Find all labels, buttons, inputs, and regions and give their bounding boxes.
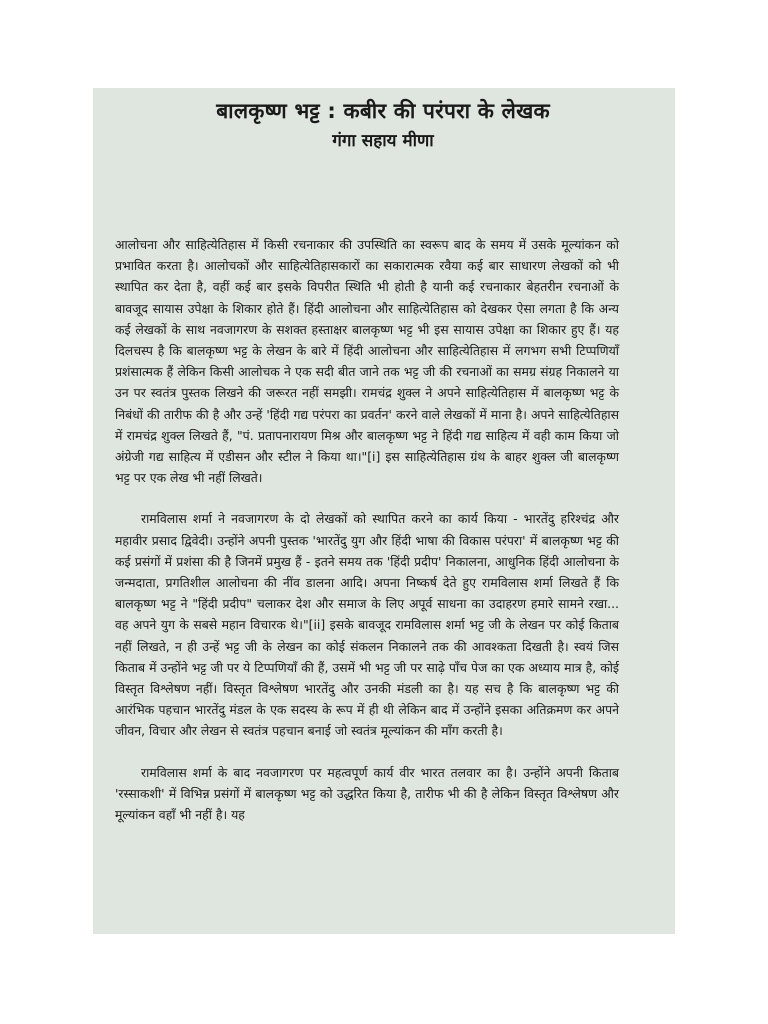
article-body (115, 234, 619, 825)
article-title: बालकृष्ण भट्ट : कबीर की परंपरा के लेखक (216, 99, 550, 123)
paragraph-1: आलोचना और साहित्येतिहास में किसी रचनाकार की उपस्थिति का स्वरूप बाद के समय में उसके मूल्यांकन को प्रभावित करता है। आलोचकों और साहित्येतिहासकारों का सकारात्मक रवैया कई बार साधारण लेखकों को भी स्थापित कर देता है, वहीं कई बार इसके विपरीत स्थिति भी होती है यानी कई रचनाकार बेहतरीन रचनाओं के बावजूद सायास उपेक्षा के शिकार होते हैं। हिंदी आलोचना और साहित्येतिहास को देखकर ऐसा लगता है कि अन्य कई लेखकों के साथ नवजागरण के सशक्त हस्ताक्षर बालकृष्ण भट्ट भी इस सायास उपेक्षा का शिकार हुए हैं। यह दिलचस्प है कि बालकृष्ण भट्ट के लेखन के बारे में हिंदी आलोचना और साहित्येतिहास में लगभग सभी टिप्पणियाँ प्रशंसात्मक हैं लेकिन किसी आलोचक ने एक सदी बीत जाने तक भट्ट जी की रचनाओं का समग्र संग्रह निकालने या उन पर स्वतंत्र पुस्तक लिखने की जरूरत नहीं समझी। रामचंद्र शुक्ल ने अपने साहित्येतिहास में बालकृष्ण भट्ट के निबंधों की तारीफ की है और उन्हें 'हिंदी गद्य परंपरा का प्रवर्तन' करने वाले लेखकों में माना है। अपने साहित्येतिहास में रामचंद्र शुक्ल लिखते हैं, "पं. प्रतापनारायण मिश्र और बालकृष्ण भट्ट ने हिंदी गद्य साहित्य में वही काम किया जो अंग्रेजी गद्य साहित्य में एडीसन और स्टील ने किया था।"[i] इस साहित्येतिहास ग्रंथ के बाहर शुक्ल जी बालकृष्ण भट्ट पर एक लेख भी नहीं लिखते। (115, 237, 619, 486)
document-page (93, 88, 675, 934)
paragraph-3: रामविलास शर्मा के बाद नवजागरण पर महत्वपूर्ण कार्य वीर भारत तलवार का है। उन्होंने अपनी किताब 'रस्साकशी' में विभिन्न प्रसंगों में बालकृष्ण भट्ट को उद्धरित किया है, तारीफ भी की है लेकिन विस्तृत विश्लेषण और मूल्यांकन वहाँ भी नहीं है। यह (115, 764, 619, 823)
article-author: गंगा सहाय मीणा (332, 131, 434, 151)
paragraph-2: रामविलास शर्मा ने नवजागरण के दो लेखकों को स्थापित करने का कार्य किया - भारतेंदु हरिश्चंद्र और महावीर प्रसाद द्विवेदी। उन्होंने अपनी पुस्तक 'भारतेंदु युग और हिंदी भाषा की विकास परंपरा' में बालकृष्ण भट्ट की कई प्रसंगों में प्रशंसा की है जिनमें प्रमुख हैं - इतने समय तक 'हिंदी प्रदीप' निकालना, आधुनिक हिंदी आलोचना के जन्मदाता, प्रगतिशील आलोचना की नींव डालना आदि। अपना निष्कर्ष देते हुए रामविलास शर्मा लिखते हैं कि बालकृष्ण भट्ट ने "हिंदी प्रदीप" चलाकर देश और समाज के लिए अपूर्व साधना का उदाहरण हमारे सामने रखा... वह अपने युग के सबसे महान विचारक थे।"[ii] इसके बावजूद रामविलास शर्मा भट्ट जी के लेखन पर कोई किताब नहीं लिखते, न ही उन्हें भट्ट जी के लेखन का कोई संकलन निकालने तक की आवश्कता दिखती है। स्वयं जिस किताब में उन्होंने भट्ट जी पर ये टिप्पणियाँ की हैं, उसमें भी भट्ट जी पर साढ़े पाँच पेज का एक अध्याय मात्र है, कोई विस्तृत विश्लेषण नहीं। विस्तृत विश्लेषण भारतेंदु और उनकी मंडली का है। यह सच है कि बालकृष्ण भट्ट की आरंभिक पहचान भारतेंदु मंडल के एक सदस्य के रूप में ही थी लेकिन बाद में उन्होंने इसका अतिक्रमण कर अपने जीवन, विचार और लेखन से स्वतंत्र पहचान बनाई जो स्वतंत्र मूल्यांकन की माँग करती है। (115, 511, 619, 739)
